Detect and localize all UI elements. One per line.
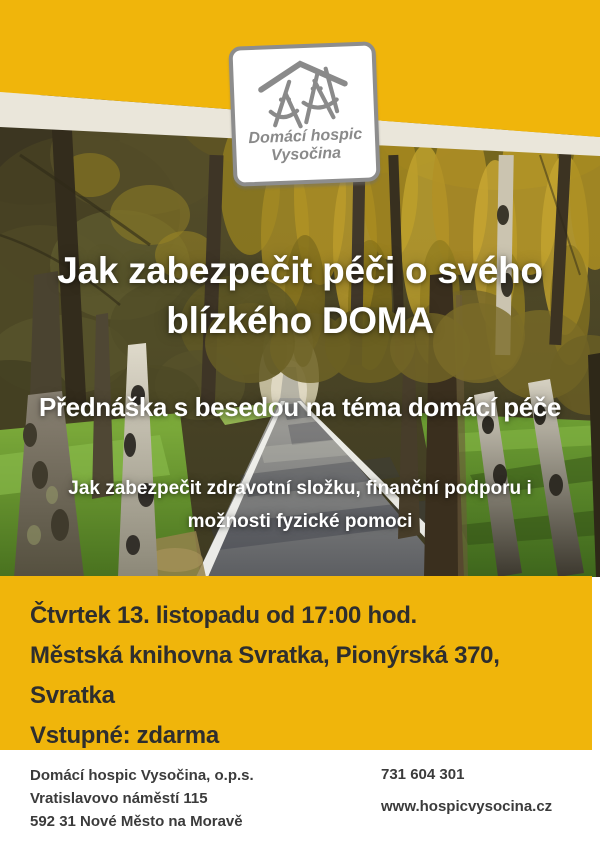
footer-address-city: 592 31 Nové Město na Moravě bbox=[30, 813, 243, 830]
event-description-line1: Jak zabezpečit zdravotní složku, finanční podporu i bbox=[68, 478, 532, 499]
footer-contact bbox=[381, 766, 552, 815]
logo-text-line1: Domácí hospic bbox=[248, 125, 363, 148]
event-admission: Vstupné: zdarma bbox=[30, 722, 219, 749]
hospice-logo-icon bbox=[246, 50, 361, 132]
event-subtitle: Přednáška s besedou na téma domácí péče bbox=[39, 392, 561, 422]
event-date-time: Čtvrtek 13. listopadu od 17:00 hod. bbox=[30, 602, 417, 629]
event-description-line2: možnosti fyzické pomoci bbox=[187, 511, 413, 532]
event-description bbox=[0, 472, 600, 538]
event-title bbox=[0, 246, 600, 346]
event-venue: Městská knihovna Svratka, Pionýrská 370, bbox=[30, 642, 500, 669]
event-title-line2: blízkého DOMA bbox=[166, 300, 434, 341]
footer-phone: 731 604 301 bbox=[381, 766, 465, 783]
footer-org-name: Domácí hospic Vysočina, o.p.s. bbox=[30, 767, 254, 784]
footer-address-street: Vratislavovo náměstí 115 bbox=[30, 790, 208, 807]
footer-website: www.hospicvysocina.cz bbox=[381, 798, 553, 815]
footer-address bbox=[30, 764, 254, 833]
event-title-line1: Jak zabezpečit péči o svého bbox=[57, 250, 543, 291]
event-city: Svratka bbox=[30, 682, 115, 709]
logo-badge bbox=[228, 41, 380, 187]
event-details-block bbox=[0, 576, 592, 750]
logo-text-line2: Vysočina bbox=[270, 144, 342, 165]
